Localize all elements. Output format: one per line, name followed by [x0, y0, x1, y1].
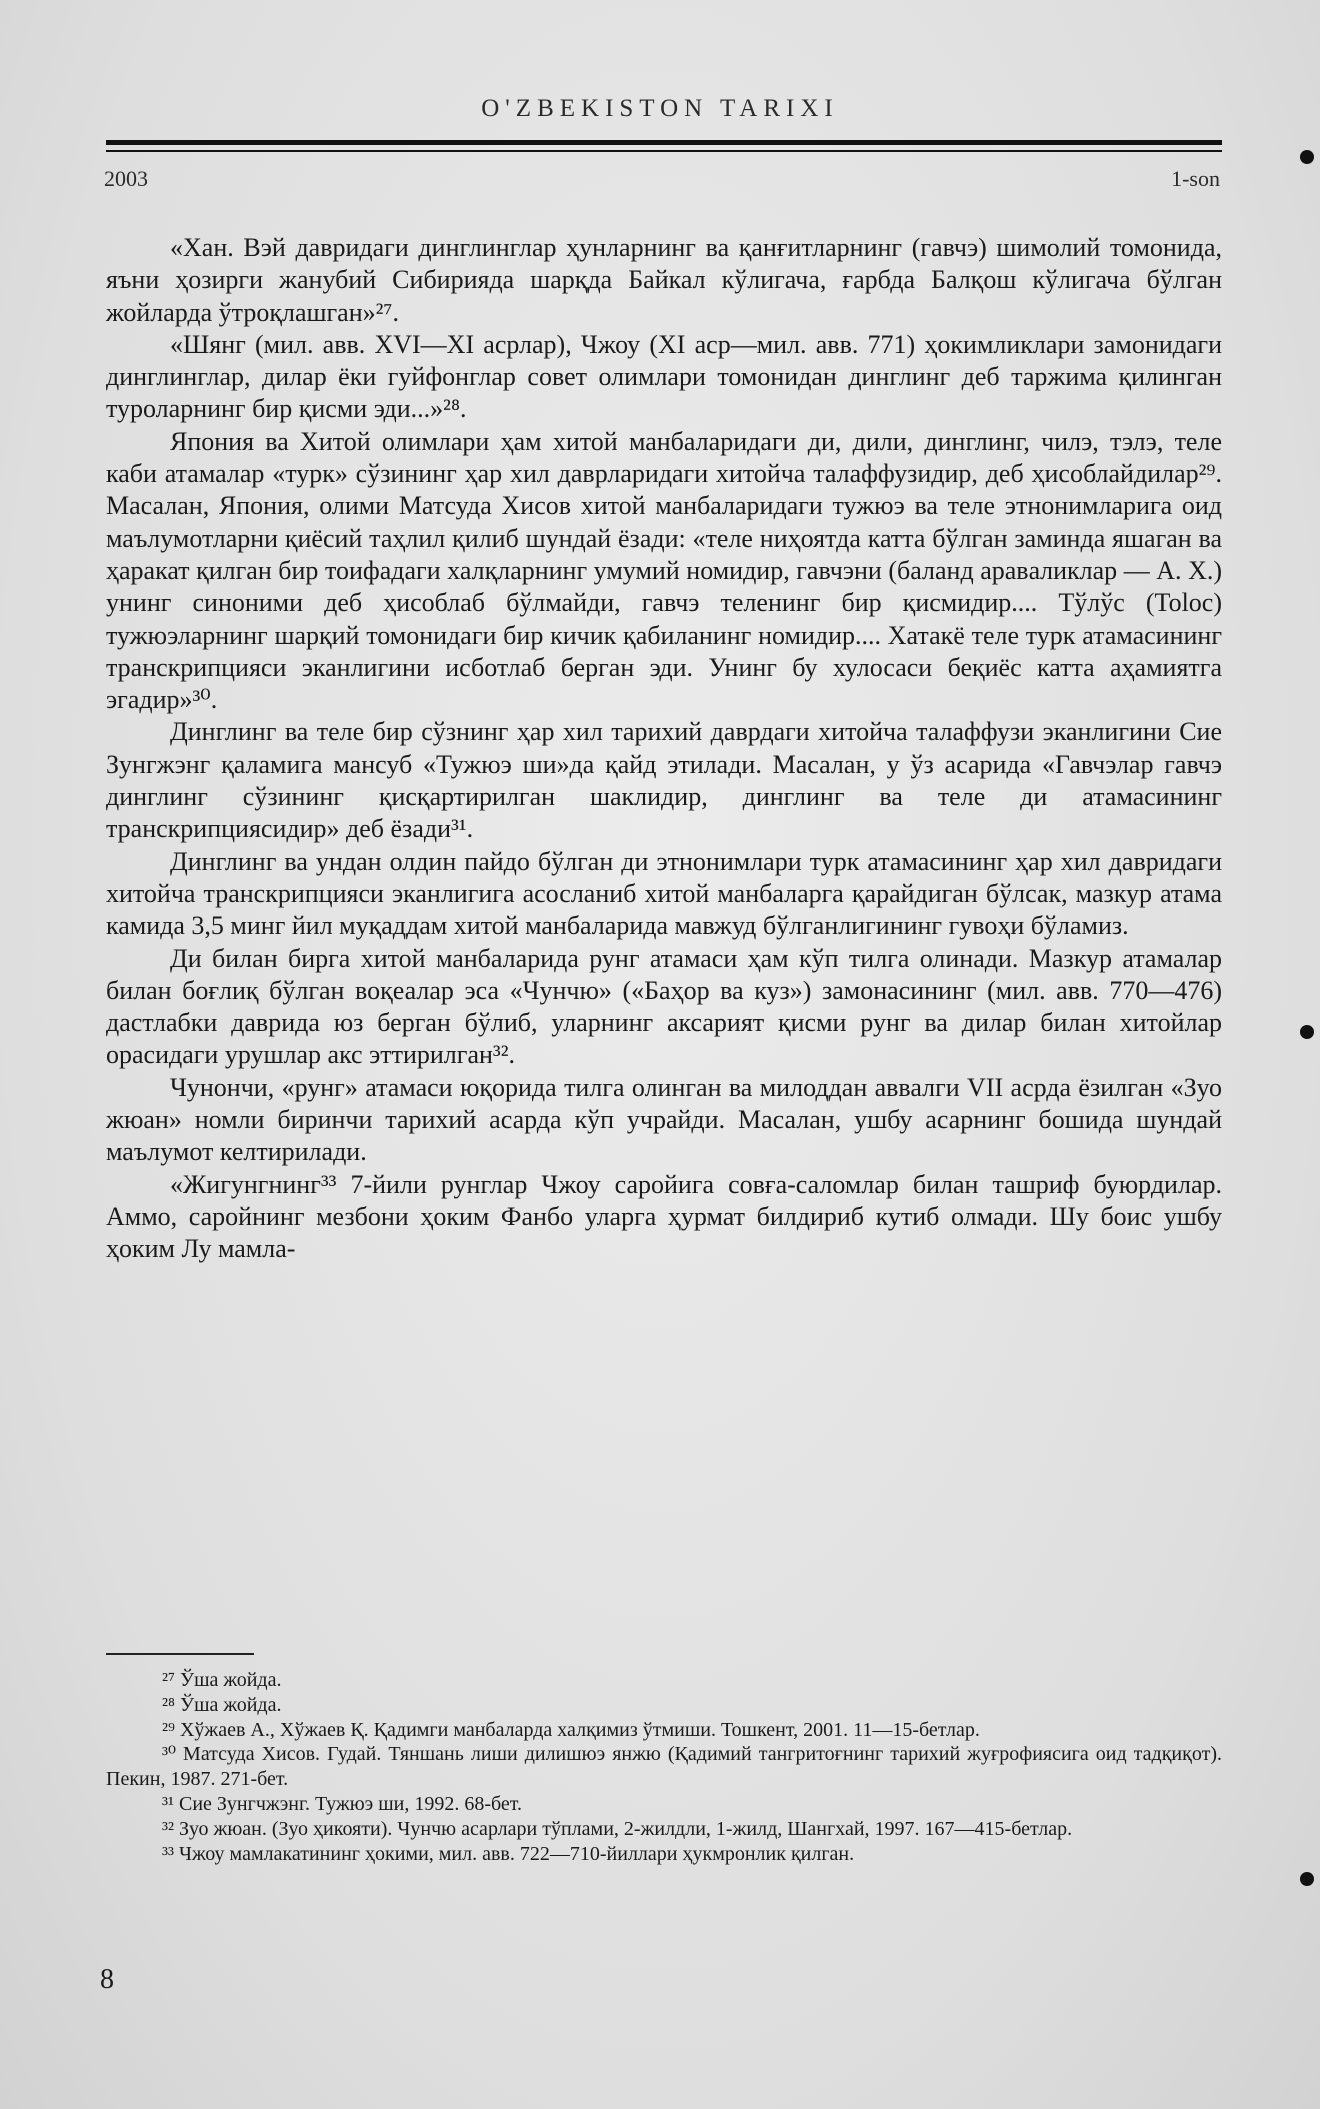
- paragraph: «Хан. Вэй давридаги динглинглар ҳунларнинг ва қанғитларнинг (гавчэ) шимолий томонида, яъни ҳозирги жанубий Сибирияда шарқда Байкал кўлигача, ғарбда Балқош кўлигача бўлган жойларда ўтроқлашган»²⁷.: [106, 233, 1222, 327]
- header-rule-thin: [106, 150, 1222, 152]
- article-body: [106, 232, 1222, 1266]
- paragraph: «Жигунгнинг³³ 7-йили рунглар Чжоу саройига совға-саломлар билан ташриф буюрдилар. Аммо, саройнинг мезбони ҳоким Фанбо уларга ҳурмат билдириб кутиб олмади. Шу боис ушбу ҳоким Лу мамла-: [106, 1169, 1222, 1264]
- paragraph: Динглинг ва ундан олдин пайдо бўлган ди этнонимлари турк атамасининг ҳар хил давридаги хитойча транскрипцияси эканлигига асосланиб хитой манбаларга қарайдиган бўлсак, мазкур атама камида 3,5 минг йил муқаддам хитой манбаларида мавжуд бўлганлигининг гувоҳи бўламиз.: [106, 846, 1222, 941]
- paragraph: Ди билан бирга хитой манбаларида рунг атамаси ҳам кўп тилга олинади. Мазкур атамалар билан боғлиқ бўлган воқеалар эса «Чунчю» («Баҳор ва куз») замонасининг (мил. авв. 770—476) дастлабки даврида юз берган бўлиб, уларнинг аксарият қисми рунг ва дилар билан хитойлар орасидаги урушлар акс эттирилган³².: [106, 943, 1222, 1070]
- footnote: ³¹ Сие Зунгчжэнг. Тужюэ ши, 1992. 68-бет.: [162, 1792, 523, 1815]
- binding-hole-icon: [1300, 1872, 1314, 1886]
- footnote: ³² Зуо жюан. (Зуо ҳикояти). Чунчю асарлари тўплами, 2-жилдли, 1-жилд, Шангхай, 1997. 167—415-бетлар.: [162, 1817, 1073, 1840]
- header-issue: 1-son: [1171, 166, 1220, 191]
- footnote: ²⁸ Ўша жойда.: [162, 1693, 282, 1716]
- footnotes: [106, 1668, 1222, 1866]
- footnote: ²⁷ Ўша жойда.: [162, 1669, 282, 1691]
- page-number: 8: [100, 1964, 114, 1995]
- binding-hole-icon: [1300, 1025, 1314, 1039]
- header-year: 2003: [104, 166, 148, 191]
- paragraph: «Шянг (мил. авв. XVI—XI асрлар), Чжоу (XI аср—мил. авв. 771) ҳокимликлари замонидаги динглинглар, дилар ёки гуйфонглар совет олимлари томонидан динглинг деб таржима қилинган туроларнинг бир қисми эди...»²⁸.: [106, 329, 1222, 424]
- footnote: ²⁹ Хўжаев А., Хўжаев Қ. Қадимги манбаларда халқимиз ўтмиши. Тошкент, 2001. 11—15-бетлар.: [162, 1718, 980, 1741]
- footnote: ³⁰ Матсуда Хисов. Гудай. Тяншань лиши дилишюэ янжю (Қадимий тангритоғнинг тарихий жуғрофиясига оид тадқиқот). Пекин, 1987. 271-бет.: [106, 1743, 1222, 1791]
- header-rule-thick: [106, 140, 1222, 145]
- paragraph: Динглинг ва теле бир сўзнинг ҳар хил тарихий даврдаги хитойча талаффузи эканлигини Сие Зунгжэнг қаламига мансуб «Тужюэ ши»да қайд этилади. Масалан, у ўз асарида «Гавчэлар гавчэ динглинг сўзининг қисқартирилган шаклидир, динглинг ва теле ди атамасининг транскрипциясидир» деб ёзади³¹.: [106, 717, 1222, 844]
- binding-hole-icon: [1300, 150, 1314, 164]
- footnote: ³³ Чжоу мамлакатининг ҳокими, мил. авв. 722—710-йиллари ҳукмронлик қилган.: [162, 1842, 855, 1865]
- journal-title: O'ZBEKISTON TARIXI: [481, 95, 839, 122]
- paragraph: Чунончи, «рунг» атамаси юқорида тилга олинган ва милоддан аввалги VII асрда ёзилган «Зуо жюан» номли биринчи тарихий асарда кўп учрайди. Масалан, ушбу асарнинг бошида шундай маълумот келтирилади.: [106, 1072, 1222, 1167]
- paragraph: Япония ва Хитой олимлари ҳам хитой манбаларидаги ди, дили, динглинг, чилэ, тэлэ, теле каби атамалар «турк» сўзининг ҳар хил даврларидаги хитойча талаффузидир, деб ҳисоблайдилар²⁹. Масалан, Япония, олими Матсуда Хисов хитой манбаларидаги тужюэ ва теле этнонимларига оид маълумотларни қиёсий таҳлил қилиб шундай ёзади: «теле ниҳоятда катта бўлган заминда яшаган ва ҳаракат қилган бир тоифадаги халқларнинг умумий номидир, гавчэни (баланд аравaликлар — А. Х.) унинг синоними деб ҳисоблаб бўлмайди, гавчэ теленинг бир қисмидир.... Тўлўс (Toloc) тужюэларнинг шарқий томонидаги бир кичик қабиланинг номидир.... Хатакё теле турк атамасининг транскрипцияси эканлигини исботлаб берган эди. Унинг бу хулосаси беқиёс катта аҳамиятга эгадир»³⁰.: [106, 426, 1222, 715]
- footnote-separator: [106, 1653, 254, 1655]
